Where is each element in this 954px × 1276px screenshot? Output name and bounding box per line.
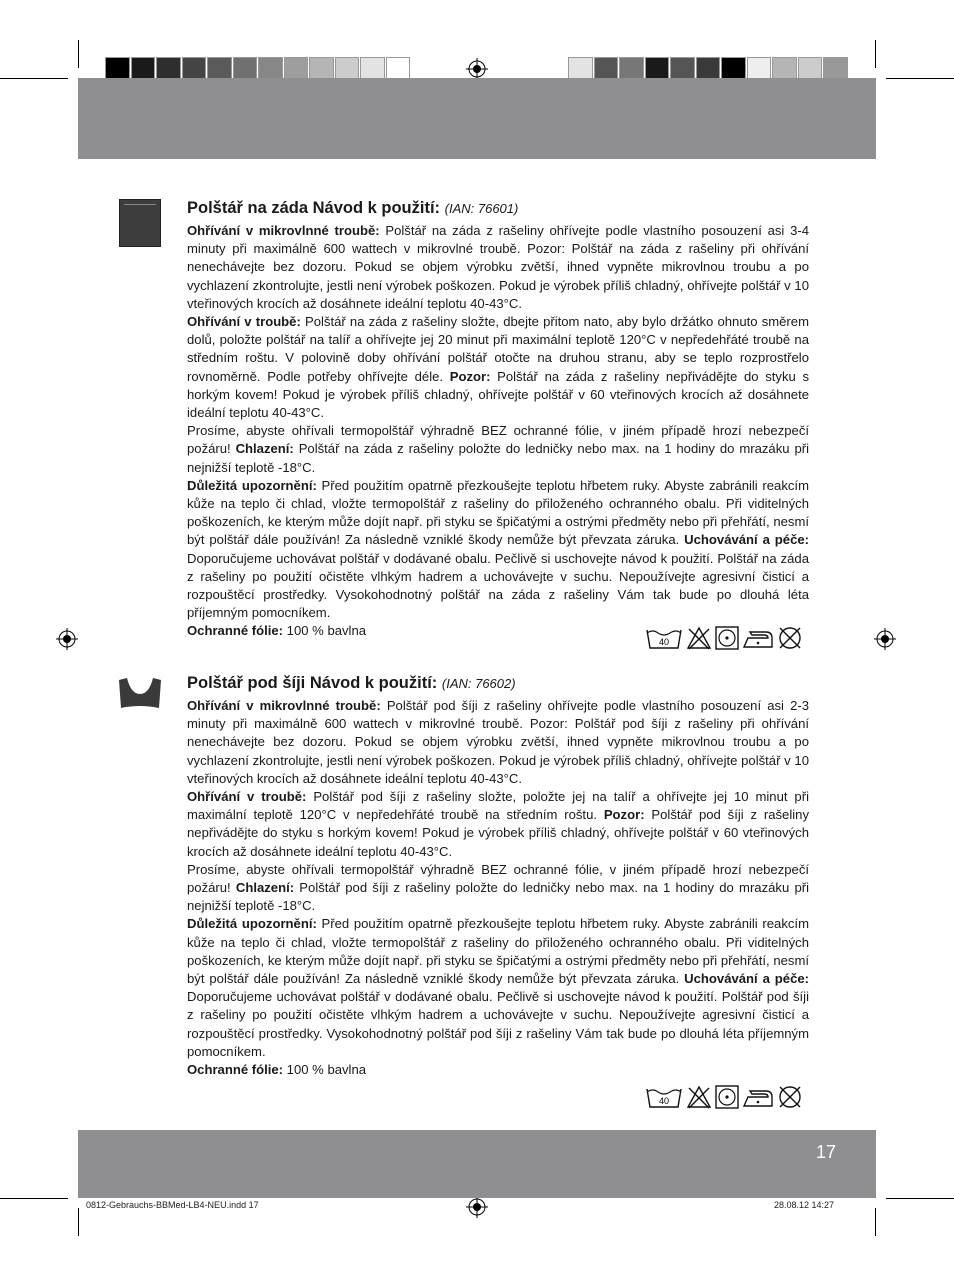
color-swatch bbox=[258, 57, 283, 80]
color-swatch bbox=[696, 57, 721, 80]
paragraph-microwave: Ohřívání v mikrovlnné troubě: Polštář na záda z rašeliny ohřívejte podle vlastního posouzení asi 3-4 minuty při maximálně 600 wattech v mikrovlné troubě. Pozor: Polštář na záda z rašeliny při ohřívání nenechávejte bez dozoru. Pokud se objem výrobku zvětší, ihned vypněte mikrovlnou troubu a po vychlazení zkontrolujte, jestli není výrobek poškozen. Pokud je výrobek příliš chladný, ohřívejte polštář v 10 vteřinových krocích až dosáhnete ideální teplotu 40-43°C. bbox=[187, 223, 809, 311]
no-dry-clean-icon bbox=[777, 1085, 803, 1109]
crop-mark bbox=[886, 1198, 954, 1199]
color-swatch bbox=[284, 57, 309, 80]
crop-mark bbox=[875, 40, 876, 68]
crop-mark bbox=[78, 40, 79, 68]
paragraph-oven: Ohřívání v troubě: Polštář pod šíji z rašeliny složte, položte jej na talíř a ohřívejte jej 10 minut při maximální teplotě 120°C v nepředehřáté troubě na středním roštu. Pozor: Polštář pod šíji z rašeliny nepřivádějte do styku s horkým kovem! Pokud je výrobek příliš chladný, ohřívejte polštář v 60 vteřinových krocích až dosáhnete ideální teplotu 40-43°C. bbox=[187, 789, 809, 859]
color-swatch bbox=[131, 57, 156, 80]
tumble-dry-low-icon bbox=[715, 1085, 739, 1109]
paragraph-microwave: Ohřívání v mikrovlnné troubě: Polštář pod šíji z rašeliny ohřívejte podle vlastního posouzení asi 2-3 minuty při maximálně 600 wattech v mikrovlné troubě. Pozor: Polštář pod šíji z rašeliny při ohřívání nenechávejte bez dozoru. Pokud se objem výrobku zvětší, ihned vypněte mikrovlnou troubu a po vychlazení zkontrolujte, jestli není výrobek poškozen. Pokud je výrobek příliš chladný, ohřívejte polštář v 10 vteřinových krocích až dosáhnete ideální teplotu 40-43°C. bbox=[187, 698, 809, 786]
page-number: 17 bbox=[815, 1142, 836, 1162]
color-swatch bbox=[182, 57, 207, 80]
paragraph-cover: Ochranné fólie: 100 % bavlna bbox=[187, 1062, 367, 1078]
section-title: Polštář na záda Návod k použití: (IAN: 76601) bbox=[187, 199, 519, 217]
color-swatch bbox=[335, 57, 360, 80]
crop-mark bbox=[875, 1208, 876, 1236]
color-swatch bbox=[386, 57, 411, 80]
color-swatch bbox=[309, 57, 334, 80]
color-swatch bbox=[823, 57, 848, 80]
color-swatch bbox=[772, 57, 797, 80]
svg-text:40: 40 bbox=[658, 637, 670, 647]
footer-date: 28.08.12 14:27 bbox=[774, 1200, 835, 1210]
paragraph-warnings: Důležitá upozornění: Před použitím opatrně přezkoušejte teplotu hřbetem ruky. Abyste zabránili reakcím kůže na teplo či chlad, vložte termopolštář z rašeliny do přiloženého ochranného obalu. Při viditelných poškozeních, ke kterým může dojít např. při styku se špičatými a ostrými předměty nebo při přehřátí, nesmí být polštář dále používán! Za následně vzniklé škody nemůže být převzata záruka. Uchovávání a péče: Doporučujeme uchovávat polštář v dodávané obalu. Pečlivě si uschovejte návod k použití. Polštář pod šíji z rašeliny po použití očistěte vlhkým hadrem a uchovávejte v suchu. Nepoužívejte agresivní čisticí a rozpouštěcí prostředky. Vysokohodnotný polštář pod šíji z rašeliny Vám tak bude po dlouhá léta příjemným pomocníkem. bbox=[187, 916, 809, 1059]
header-band bbox=[78, 78, 876, 159]
color-swatch bbox=[721, 57, 746, 80]
crop-mark bbox=[0, 78, 68, 79]
iron-low-icon bbox=[742, 626, 774, 650]
care-symbols bbox=[645, 1085, 803, 1109]
care-symbols bbox=[645, 626, 803, 650]
color-swatch bbox=[207, 57, 232, 80]
color-swatch bbox=[670, 57, 695, 80]
color-swatch bbox=[105, 57, 130, 80]
neck-cushion-icon bbox=[117, 676, 163, 712]
color-swatch bbox=[594, 57, 619, 80]
no-dry-clean-icon bbox=[777, 626, 803, 650]
footer-band bbox=[78, 1130, 876, 1198]
wash-40-icon bbox=[645, 626, 683, 650]
section-back-cushion bbox=[187, 198, 809, 641]
crop-mark bbox=[0, 1198, 68, 1199]
color-swatch bbox=[798, 57, 823, 80]
iron-low-icon bbox=[742, 1085, 774, 1109]
registration-mark-icon bbox=[466, 1196, 488, 1218]
color-swatch bbox=[156, 57, 181, 80]
color-swatch bbox=[645, 57, 670, 80]
registration-mark-icon bbox=[56, 628, 78, 650]
section-neck-cushion bbox=[187, 673, 809, 1079]
footer-file: 0812-Gebrauchs-BBMed-LB4-NEU.indd 17 bbox=[86, 1200, 259, 1210]
registration-mark-icon bbox=[466, 58, 488, 80]
svg-text:40: 40 bbox=[658, 1096, 670, 1106]
paragraph-warnings: Důležitá upozornění: Před použitím opatrně přezkoušejte teplotu hřbetem ruky. Abyste zabránili reakcím kůže na teplo či chlad, vložte termopolštář z rašeliny do přiloženého ochranného obalu. Při viditelných poškozeních, ke kterým může dojít např. při styku se špičatými a ostrými předměty nebo při přehřátí, nesmí být polštář dále používán! Za následně vzniklé škody nemůže být převzata záruka. Uchovávání a péče: Doporučujeme uchovávat polštář v dodávané obalu. Pečlivě si uschovejte návod k použití. Polštář na záda z rašeliny po použití očistěte vlhkým hadrem a uchovávejte v suchu. Nepoužívejte agresivní čisticí a rozpouštěcí prostředky. Vysokohodnotný polštář na záda z rašeliny Vám tak bude po dlouhá léta příjemným pomocníkem. bbox=[187, 477, 809, 621]
tumble-dry-low-icon bbox=[715, 626, 739, 650]
crop-mark bbox=[78, 1208, 79, 1236]
color-swatch bbox=[747, 57, 772, 80]
color-swatch bbox=[233, 57, 258, 80]
color-swatch bbox=[619, 57, 644, 80]
no-bleach-icon bbox=[686, 626, 712, 650]
back-cushion-icon bbox=[119, 199, 161, 247]
paragraph-cooling: Prosíme, abyste ohřívali termopolštář výhradně BEZ ochranné fólie, v jiném případě hrozí nebezpečí požáru! Chlazení: Polštář pod šíji z rašeliny položte do ledničky nebo max. na 1 hodiny do mrazáku při nejnižší teplotě -18°C. bbox=[187, 861, 810, 914]
wash-40-icon bbox=[645, 1085, 683, 1109]
no-bleach-icon bbox=[686, 1085, 712, 1109]
paragraph-cover: Ochranné fólie: 100 % bavlna bbox=[187, 623, 367, 639]
color-swatch bbox=[568, 57, 593, 80]
crop-mark bbox=[886, 78, 954, 79]
paragraph-oven: Ohřívání v troubě: Polštář na záda z rašeliny složte, dbejte přitom nato, aby bylo držátko ohnuto směrem dolů, položte polštář na talíř a ohřívejte jej 20 minut při maximální teplotě 120°C v nepředehřáté troubě na středním roštu. V polovině doby ohřívání polštář otočte na druhou stranu, aby se teplo rozprostřelo rovnoměrně. Podle potřeby ohřívejte déle. Pozor: Polštář na záda z rašeliny nepřivádějte do styku s horkým kovem! Pokud je výrobek příliš chladný, ohřívejte polštář v 60 vteřinových krocích až dosáhnete ideální teplotu 40-43°C. bbox=[187, 314, 809, 421]
color-swatch bbox=[360, 57, 385, 80]
section-title: Polštář pod šíji Návod k použití: (IAN: 76602) bbox=[187, 674, 516, 692]
paragraph-cooling: Prosíme, abyste ohřívali termopolštář výhradně BEZ ochranné fólie, v jiném případě hrozí nebezpečí požáru! Chlazení: Polštář na záda z rašeliny položte do ledničky nebo max. na 1 hodiny do mrazáku při nejnižší teplotě -18°C. bbox=[187, 423, 810, 475]
registration-mark-icon bbox=[874, 628, 896, 650]
